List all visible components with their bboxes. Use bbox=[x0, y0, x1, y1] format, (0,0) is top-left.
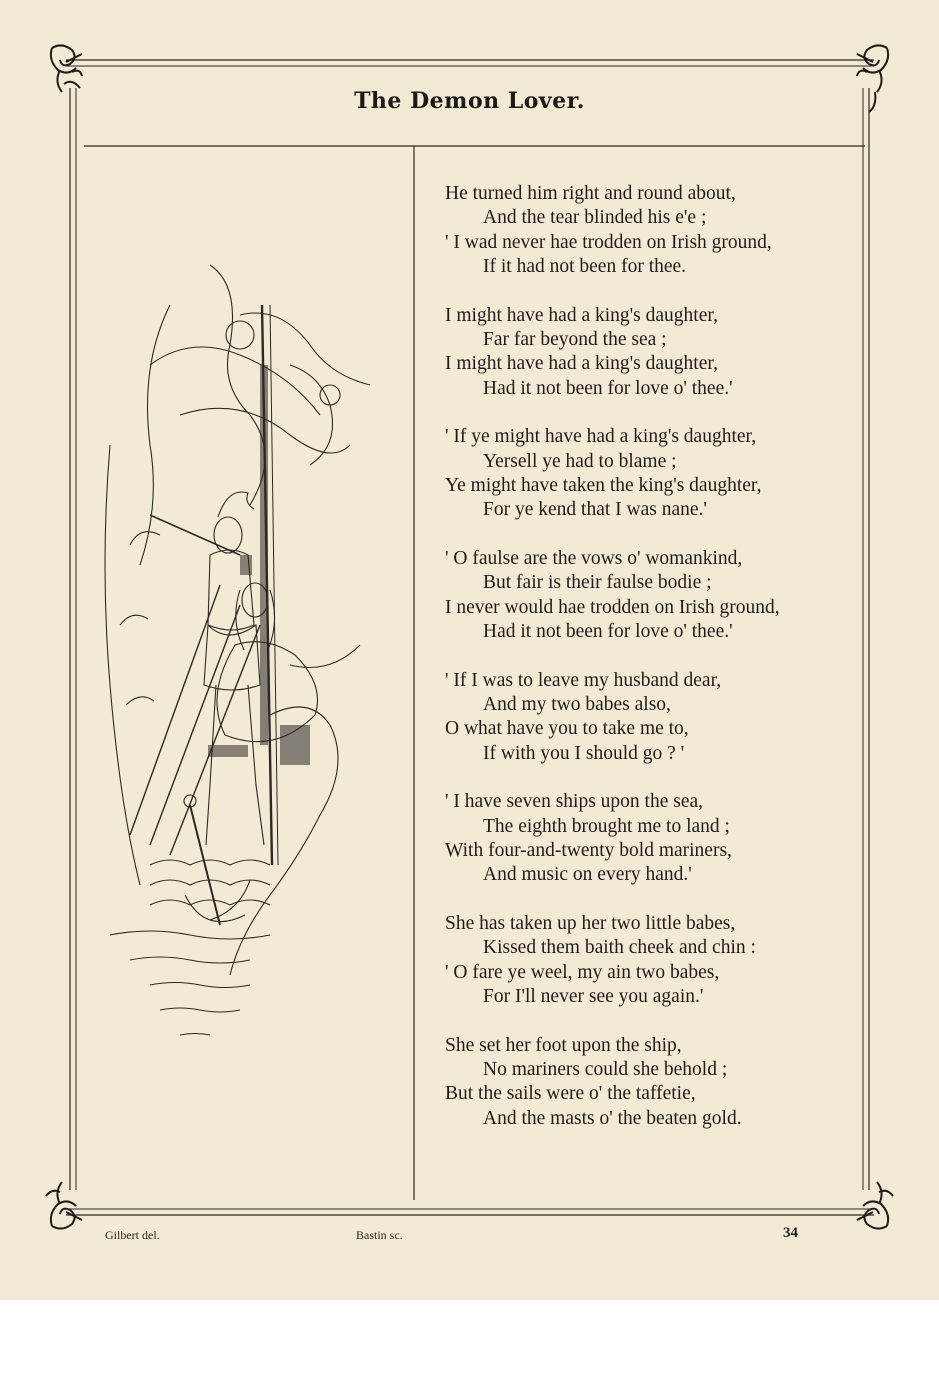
poem-line: ' If I was to leave my husband dear, bbox=[445, 669, 722, 691]
poem-stanza bbox=[445, 182, 865, 279]
poem-line: ' I have seven ships upon the sea, bbox=[445, 791, 704, 813]
poem-line: She set her foot upon the ship, bbox=[445, 1034, 682, 1056]
poem-stanza bbox=[445, 669, 865, 766]
engraving-illustration bbox=[90, 245, 390, 1095]
poem-text bbox=[445, 182, 865, 1156]
page-title: The Demon Lover. bbox=[354, 88, 585, 114]
poem-line: Far far beyond the sea ; bbox=[483, 328, 667, 350]
poem-line: Had it not been for love o' thee.' bbox=[483, 620, 733, 642]
poem-line: With four-and-twenty bold mariners, bbox=[445, 840, 732, 862]
poem-stanza bbox=[445, 790, 865, 887]
poem-line: Ye might have taken the king's daughter, bbox=[445, 474, 762, 496]
ornamental-corner-icon bbox=[51, 45, 82, 92]
poem-line: If it had not been for thee. bbox=[483, 255, 687, 277]
poem-line: Kissed them baith cheek and chin : bbox=[483, 937, 756, 959]
poem-line: For I'll never see you again.' bbox=[483, 986, 704, 1008]
poem-line: If with you I should go ? ' bbox=[483, 742, 685, 764]
poem-line: ' O faulse are the vows o' womankind, bbox=[445, 548, 743, 570]
poem-line: O what have you to take me to, bbox=[445, 718, 689, 740]
poem-stanza bbox=[445, 304, 865, 401]
poem-stanza bbox=[445, 1034, 865, 1131]
poem-line: I might have had a king's daughter, bbox=[445, 353, 718, 375]
poem-line: He turned him right and round about, bbox=[445, 183, 736, 204]
bottom-band bbox=[0, 1300, 939, 1390]
ornamental-corner-icon bbox=[857, 1182, 893, 1229]
poem-line: The eighth brought me to land ; bbox=[483, 815, 730, 837]
artist-credit: Gilbert del. bbox=[105, 1228, 160, 1242]
poem-line: ' O fare ye weel, my ain two babes, bbox=[445, 961, 720, 983]
poem-line: And my two babes also, bbox=[483, 694, 671, 716]
engraver-credit: Bastin sc. bbox=[356, 1228, 403, 1242]
poem-line: I might have had a king's daughter, bbox=[445, 304, 718, 326]
poem-line: She has taken up her two little babes, bbox=[445, 913, 736, 935]
poem-stanza bbox=[445, 547, 865, 644]
poem-line: And the masts o' the beaten gold. bbox=[483, 1107, 742, 1129]
poem-line: For ye kend that I was nane.' bbox=[483, 499, 707, 521]
page-number: 34 bbox=[783, 1225, 798, 1241]
ornamental-corner-icon bbox=[46, 1182, 82, 1229]
poem-line: And the tear blinded his e'e ; bbox=[483, 207, 707, 229]
poem-line: I never would hae trodden on Irish ground, bbox=[445, 596, 780, 618]
poem-line: Had it not been for love o' thee.' bbox=[483, 377, 733, 399]
poem-line: Yersell ye had to blame ; bbox=[483, 450, 677, 472]
poem-stanza bbox=[445, 425, 865, 522]
poem-line: ' If ye might have had a king's daughter, bbox=[445, 426, 757, 448]
poem-line: But fair is their faulse bodie ; bbox=[483, 572, 712, 594]
poem-line: And music on every hand.' bbox=[483, 864, 692, 886]
poem-line: But the sails were o' the taffetie, bbox=[445, 1083, 696, 1105]
poem-line: No mariners could she behold ; bbox=[483, 1059, 728, 1081]
poem-line: ' I wad never hae trodden on Irish ground, bbox=[445, 231, 772, 253]
poem-stanza bbox=[445, 912, 865, 1009]
